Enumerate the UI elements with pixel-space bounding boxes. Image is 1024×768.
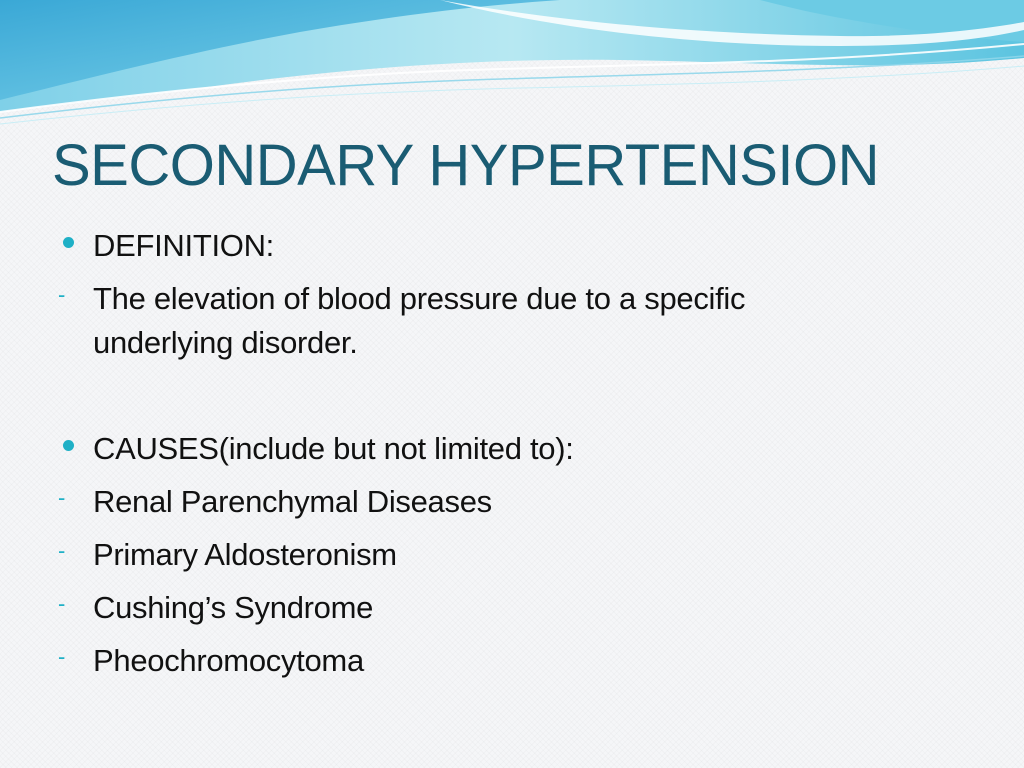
- bullet-dot-icon: [63, 237, 74, 248]
- list-item-text: Cushing’s Syndrome: [93, 590, 374, 625]
- list-item-text: Renal Parenchymal Diseases: [93, 484, 492, 519]
- wave-header-decoration: [0, 0, 1024, 130]
- dash-marker: -: [58, 591, 66, 616]
- list-item-text: Pheochromocytoma: [93, 643, 364, 678]
- dash-marker: -: [58, 538, 66, 563]
- dash-marker: -: [58, 644, 66, 669]
- bullet-dot-icon: [63, 440, 74, 451]
- list-item-text: DEFINITION:: [93, 228, 274, 263]
- list-item-text: CAUSES(include but not limited to):: [93, 431, 574, 466]
- slide-title: SECONDARY HYPERTENSION: [52, 133, 879, 198]
- dash-marker: -: [58, 282, 66, 307]
- list-item-text: The elevation of blood pressure due to a specific underlying disorder.: [93, 281, 746, 360]
- dash-marker: -: [58, 485, 66, 510]
- list-item-text: Primary Aldosteronism: [93, 537, 397, 572]
